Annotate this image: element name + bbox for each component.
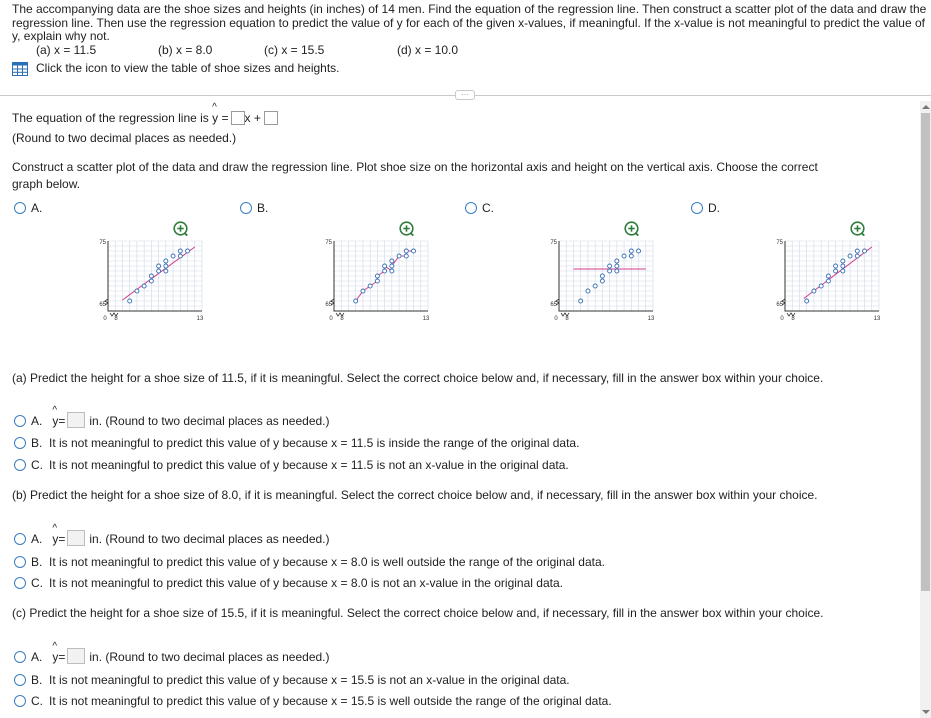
scatter-chart-d bbox=[737, 229, 917, 349]
problem-statement bbox=[12, 3, 927, 76]
data-point bbox=[629, 249, 633, 253]
data-point bbox=[178, 249, 182, 253]
part-d-value: (d) x = 10.0 bbox=[397, 42, 459, 57]
given-x-values bbox=[12, 44, 927, 59]
option-text: It is not meaningful to predict this value of y because x = 15.5 is not an x-value in the original data. bbox=[49, 673, 570, 687]
data-point bbox=[608, 269, 612, 273]
option-letter: B. bbox=[257, 201, 269, 215]
scroll-up-icon[interactable] bbox=[922, 105, 930, 109]
data-point bbox=[834, 264, 838, 268]
data-point bbox=[375, 274, 379, 278]
graph-radio-a[interactable] bbox=[14, 202, 26, 214]
zoom-in-icon[interactable] bbox=[399, 221, 414, 236]
data-point bbox=[178, 254, 182, 258]
data-point bbox=[397, 254, 401, 258]
part-b-value: (b) x = 8.0 bbox=[158, 42, 213, 57]
data-point bbox=[834, 269, 838, 273]
graph-radio-c[interactable] bbox=[465, 202, 477, 214]
slope-input[interactable] bbox=[231, 111, 245, 125]
part-c-question: (c) Predict the height for a shoe size of 15.5, if it is meaningful. Select the correct choice below and, if necessary, fill in the answer box within your choice. bbox=[12, 606, 824, 620]
equals-sign: = bbox=[58, 650, 66, 664]
part-c-answer-input[interactable] bbox=[67, 648, 85, 664]
data-point bbox=[390, 264, 394, 268]
option-letter: A. bbox=[31, 414, 43, 428]
option-letter: A. bbox=[31, 532, 43, 546]
problem-text: The accompanying data are the shoe sizes and heights (in inches) of 14 men. Find the equation of the regression line. Then construct a scatter plot of the data and draw the regression line. Then use the regression equation to predict the value of y for each of the given x-values, if meaningful. If the x-value is not meaningful to predict the value of y, explain why not. bbox=[12, 2, 927, 43]
part-c-value: (c) x = 15.5 bbox=[264, 42, 325, 57]
option-letter: C. bbox=[482, 201, 494, 215]
option-text: It is not meaningful to predict this value of y because x = 11.5 is inside the range of the original data. bbox=[49, 436, 580, 450]
option-letter: A. bbox=[31, 650, 43, 664]
data-point bbox=[171, 254, 175, 258]
x-plus-label: x + bbox=[244, 111, 261, 125]
option-letter: C. bbox=[31, 694, 43, 708]
scroll-down-icon[interactable] bbox=[922, 710, 930, 714]
data-point bbox=[186, 249, 190, 253]
data-point bbox=[368, 284, 372, 288]
x-tick-label: 8 bbox=[340, 316, 344, 322]
intercept-input[interactable] bbox=[264, 111, 278, 125]
part-b-answer-input[interactable] bbox=[67, 530, 85, 546]
data-point bbox=[629, 254, 633, 258]
data-point bbox=[142, 284, 146, 288]
y-tick-label: 65 bbox=[325, 302, 332, 308]
graph-option-label[interactable] bbox=[691, 201, 720, 215]
part-a-option-c[interactable] bbox=[14, 458, 569, 472]
data-point bbox=[600, 274, 604, 278]
data-point bbox=[383, 269, 387, 273]
data-point bbox=[157, 269, 161, 273]
data-point bbox=[855, 249, 859, 253]
part-b-radio-b[interactable] bbox=[14, 556, 26, 568]
scrollbar[interactable] bbox=[920, 101, 931, 718]
y-hat: ^ y bbox=[52, 532, 58, 546]
zoom-in-icon[interactable] bbox=[850, 221, 865, 236]
graph-option-d[interactable] bbox=[691, 201, 891, 351]
x-tick-label: 13 bbox=[873, 316, 881, 322]
part-b-radio-c[interactable] bbox=[14, 577, 26, 589]
data-point bbox=[390, 259, 394, 263]
option-text: It is not meaningful to predict this value of y because x = 8.0 is well outside the range of the original data. bbox=[49, 555, 605, 569]
part-c-radio-c[interactable] bbox=[14, 695, 26, 707]
part-c-option-c[interactable] bbox=[14, 694, 612, 708]
x-tick-label: 8 bbox=[791, 316, 795, 322]
part-a-answer-input[interactable] bbox=[67, 412, 85, 428]
option-letter: C. bbox=[31, 458, 43, 472]
option-letter: B. bbox=[31, 555, 43, 569]
data-point bbox=[412, 249, 416, 253]
data-point bbox=[863, 249, 867, 253]
data-point bbox=[819, 284, 823, 288]
option-text: It is not meaningful to predict this value of y because x = 8.0 is not an x-value in the original data. bbox=[49, 576, 563, 590]
option-text: in. (Round to two decimal places as needed.) bbox=[89, 414, 330, 428]
part-a-radio-a[interactable] bbox=[14, 415, 26, 427]
zoom-in-icon[interactable] bbox=[173, 221, 188, 236]
data-point bbox=[149, 279, 153, 283]
option-text: It is not meaningful to predict this value of y because x = 15.5 is well outside the range of the original data. bbox=[49, 694, 612, 708]
data-point bbox=[608, 264, 612, 268]
data-point bbox=[805, 299, 809, 303]
y-tick-label: 75 bbox=[325, 240, 332, 246]
regression-equation-row bbox=[12, 111, 278, 125]
part-b-option-b[interactable] bbox=[14, 555, 605, 569]
part-b-option-a[interactable] bbox=[14, 530, 330, 546]
data-point bbox=[586, 289, 590, 293]
data-point bbox=[855, 254, 859, 258]
data-point bbox=[164, 264, 168, 268]
x-tick-label: 13 bbox=[647, 316, 655, 322]
data-point bbox=[848, 254, 852, 258]
data-point bbox=[383, 264, 387, 268]
data-point bbox=[164, 259, 168, 263]
graph-option-c[interactable] bbox=[465, 201, 665, 351]
scatter-instruction-1: Construct a scatter plot of the data and draw the regression line. Plot shoe size on the horizontal axis and height on the vertical axis. Choose the correct bbox=[12, 160, 818, 174]
y-tick-label: 65 bbox=[99, 302, 106, 308]
part-a-radio-b[interactable] bbox=[14, 437, 26, 449]
scroll-thumb[interactable] bbox=[921, 113, 930, 591]
data-point bbox=[637, 249, 641, 253]
zoom-in-icon[interactable] bbox=[624, 221, 639, 236]
data-point bbox=[354, 299, 358, 303]
data-point bbox=[826, 274, 830, 278]
option-letter: C. bbox=[31, 576, 43, 590]
y-hat: ^ y bbox=[52, 414, 58, 428]
part-c-option-a[interactable] bbox=[14, 648, 330, 664]
option-text: It is not meaningful to predict this value of y because x = 11.5 is not an x-value in the original data. bbox=[49, 458, 569, 472]
data-point bbox=[157, 264, 161, 268]
part-a-question: (a) Predict the height for a shoe size of 11.5, if it is meaningful. Select the correct choice below and, if necessary, fill in the answer box within your choice. bbox=[12, 371, 824, 385]
part-b-radio-a[interactable] bbox=[14, 533, 26, 545]
data-point bbox=[375, 279, 379, 283]
graph-radio-b[interactable] bbox=[240, 202, 252, 214]
part-c-option-b[interactable] bbox=[14, 673, 570, 687]
table-icon[interactable] bbox=[12, 62, 28, 76]
data-point bbox=[622, 254, 626, 258]
x-tick-label: 0 bbox=[103, 316, 107, 322]
graph-option-a[interactable] bbox=[14, 201, 214, 351]
option-letter: B. bbox=[31, 436, 43, 450]
data-point bbox=[361, 289, 365, 293]
option-letter: A. bbox=[31, 201, 43, 215]
x-tick-label: 13 bbox=[196, 316, 204, 322]
option-text: in. (Round to two decimal places as needed.) bbox=[89, 650, 330, 664]
data-point bbox=[826, 279, 830, 283]
data-point bbox=[841, 264, 845, 268]
part-a-option-b[interactable] bbox=[14, 436, 579, 450]
data-point bbox=[404, 254, 408, 258]
data-point bbox=[135, 289, 139, 293]
scatter-chart-c bbox=[511, 229, 691, 349]
data-point bbox=[128, 299, 132, 303]
regression-hint: (Round to two decimal places as needed.) bbox=[12, 131, 237, 145]
data-point bbox=[615, 264, 619, 268]
y-tick-label: 65 bbox=[776, 302, 783, 308]
part-a-radio-c[interactable] bbox=[14, 459, 26, 471]
data-point bbox=[593, 284, 597, 288]
graph-radio-d[interactable] bbox=[691, 202, 703, 214]
y-tick-label: 75 bbox=[776, 240, 783, 246]
y-tick-label: 65 bbox=[550, 302, 557, 308]
data-point bbox=[615, 269, 619, 273]
data-point bbox=[404, 249, 408, 253]
divider-handle[interactable]: ··· bbox=[455, 90, 475, 100]
x-tick-label: 0 bbox=[554, 316, 558, 322]
data-point bbox=[390, 269, 394, 273]
part-b-option-c[interactable] bbox=[14, 576, 563, 590]
x-tick-label: 8 bbox=[114, 316, 118, 322]
part-b-question: (b) Predict the height for a shoe size of 8.0, if it is meaningful. Select the correct choice below and, if necessary, fill in the answer box within your choice. bbox=[12, 488, 818, 502]
regression-prefix: The equation of the regression line is bbox=[12, 111, 209, 125]
equals-sign: = bbox=[221, 111, 229, 125]
graph-option-label[interactable] bbox=[14, 201, 42, 215]
table-link-row[interactable] bbox=[12, 62, 927, 76]
graph-option-label[interactable] bbox=[240, 201, 268, 215]
scatter-chart-a bbox=[60, 229, 240, 349]
data-point bbox=[841, 259, 845, 263]
data-point bbox=[812, 289, 816, 293]
y-hat: ^ y bbox=[212, 111, 218, 125]
option-letter: B. bbox=[31, 673, 43, 687]
x-tick-label: 0 bbox=[780, 316, 784, 322]
scatter-instruction-2: graph below. bbox=[12, 177, 81, 191]
data-point bbox=[841, 269, 845, 273]
graph-option-b[interactable] bbox=[240, 201, 440, 351]
part-c-radio-b[interactable] bbox=[14, 674, 26, 686]
answer-panel bbox=[0, 101, 931, 718]
option-text: in. (Round to two decimal places as needed.) bbox=[89, 532, 330, 546]
data-point bbox=[600, 279, 604, 283]
table-link-text[interactable]: Click the icon to view the table of shoe sizes and heights. bbox=[36, 60, 340, 75]
data-point bbox=[149, 274, 153, 278]
y-tick-label: 75 bbox=[550, 240, 557, 246]
graph-option-label[interactable] bbox=[465, 201, 494, 215]
equals-sign: = bbox=[58, 532, 66, 546]
scatter-chart-b bbox=[286, 229, 466, 349]
y-tick-label: 75 bbox=[99, 240, 106, 246]
x-tick-label: 13 bbox=[422, 316, 430, 322]
data-point bbox=[579, 299, 583, 303]
part-a-value: (a) x = 11.5 bbox=[36, 42, 97, 57]
part-a-option-a[interactable] bbox=[14, 412, 330, 428]
data-point bbox=[615, 259, 619, 263]
x-tick-label: 8 bbox=[565, 316, 569, 322]
option-letter: D. bbox=[708, 201, 720, 215]
x-tick-label: 0 bbox=[329, 316, 333, 322]
data-point bbox=[164, 269, 168, 273]
y-hat: ^ y bbox=[52, 650, 58, 664]
part-c-radio-a[interactable] bbox=[14, 651, 26, 663]
equals-sign: = bbox=[58, 414, 66, 428]
